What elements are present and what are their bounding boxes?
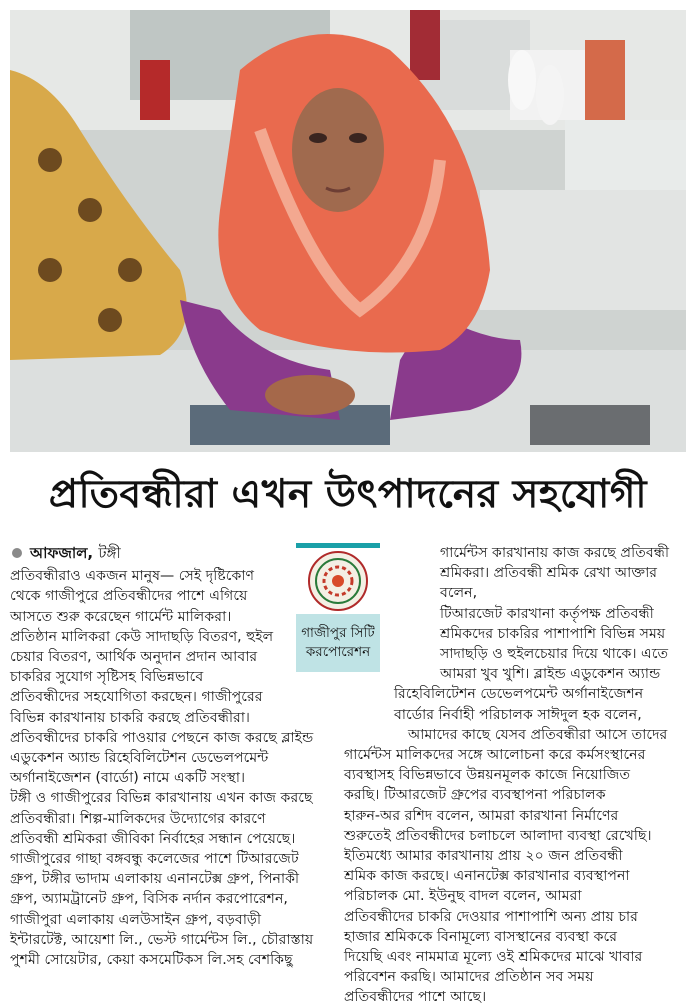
left-line: ইন্টারটেক্ট, আয়েশা লি., ভেস্ট গার্মেন্টস লি., চৌরাস্তায় xyxy=(10,931,314,948)
left-line: টঙ্গী ও গাজীপুরের বিভিন্ন কারখানায় এখন কাজ করছে xyxy=(10,790,313,807)
byline xyxy=(10,543,340,563)
left-line: চেয়ার বিতরণ, আর্থিক অনুদান প্রদান আবার xyxy=(10,649,258,666)
right-line: টিআরজেট কারখানা কর্তৃপক্ষ প্রতিবন্ধী xyxy=(440,605,654,622)
article-left-column xyxy=(10,543,340,970)
news-photo xyxy=(10,10,686,452)
right-line: গার্মেন্টস কারখানায় কাজ করছে প্রতিবন্ধী xyxy=(440,545,670,561)
headline: প্রতিবন্ধীরা এখন উৎপাদনের সহযোগী xyxy=(48,472,648,517)
left-line: প্রতিবন্ধীদের চাকরি পাওয়ার পেছনে কাজ করছে ব্লাইন্ড xyxy=(10,729,314,746)
logo-caption-line2: করপোরেশন xyxy=(305,644,371,660)
right-line: আমরা খুব খুশি। ব্লাইন্ড এডুকেশন অ্যান্ড xyxy=(440,666,661,683)
right-line: পরিবেশন করছি। আমাদের প্রতিষ্ঠান সব সময় xyxy=(344,969,594,986)
right-line: হারুন-অর রশিদ বলেন, আমরা কারখানা নির্মাণের xyxy=(344,807,619,824)
right-line: করছি। টিআরজেট গ্রুপের ব্যবস্থাপনা পরিচালক xyxy=(344,787,606,804)
left-line: গাজীপুরের গাছা বঙ্গবন্ধু কলেজের পাশে টিআরজেট xyxy=(10,851,299,868)
logo-caption-line1: গাজীপুর সিটি xyxy=(301,625,375,641)
right-line: শ্রমিকদের চাকরির পাশাপাশি বিভিন্ন সময় xyxy=(440,625,666,642)
right-line: ইতিমধ্যে আমার কারখানায় প্রায় ২০ জন প্রতিবন্ধী xyxy=(344,848,623,865)
left-line: গ্রুপ, অ্যামট্রানেট গ্রুপ, বিসিক নর্দান করপোরেশন, xyxy=(10,891,288,908)
left-line: প্রতিষ্ঠান মালিকরা কেউ সাদাছড়ি বিতরণ, হুইল xyxy=(10,628,274,645)
left-line: প্রতিবন্ধী শ্রমিকরা জীবিকা নির্বাহের সন্ধান পেয়েছে। xyxy=(10,830,296,847)
right-line: বার্ডোর নির্বাহী পরিচালক সাঈদুল হক বলেন, xyxy=(394,706,642,723)
left-line: বিভিন্ন কারখানায় চাকরি করছে প্রতিবন্ধীরা। xyxy=(10,709,251,726)
right-line: শুরুতেই প্রতিবন্ধীদের চলাচলে আলাদা ব্যবস্থা রেখেছি। xyxy=(344,827,652,844)
right-line: সাদাছড়ি ও হুইলচেয়ার দিয়ে থাকে। এতে xyxy=(440,646,669,663)
left-line: আসতে শুরু করেছেন গার্মেন্ট মালিকরা। xyxy=(10,608,232,625)
left-line: থেকে গাজীপুরে প্রতিবন্ধীদের পাশে এগিয়ে xyxy=(10,588,248,605)
right-line: ব্যবস্থাসহ বিভিন্নভাবে উন্নয়নমূলক কাজে নিয়োজিত xyxy=(344,767,631,784)
right-line: পরিচালক মো. ইউনুছ বাদল বলেন, আমরা xyxy=(344,888,582,905)
right-line: রিহেবিলিটেশন ডেভেলপমেন্ট অর্গানাইজেশন xyxy=(394,686,644,703)
right-line: প্রতিবন্ধীদের চাকরি দেওয়ার পাশাপাশি অন্য প্রায় চার xyxy=(344,908,638,925)
right-line: গার্মেন্টস মালিকদের সঙ্গে আলোচনা করে কর্মসংস্থানের xyxy=(344,747,646,764)
left-line: অর্গানাইজেশন (বার্ডো) নামে একটি সংস্থা। xyxy=(10,770,246,787)
left-line: প্রতিবন্ধীদের সহযোগিতা করছেন। গাজীপুরের xyxy=(10,689,263,706)
article-right-column xyxy=(344,543,684,1008)
bullet-icon xyxy=(12,548,22,558)
left-line: প্রতিবন্ধীরা। শিল্প-মালিকদের উদ্যোগের কারণে xyxy=(10,810,266,827)
right-line: শ্রমিকরা। প্রতিবন্ধী শ্রমিক রেখা আক্তার বলেন, xyxy=(440,565,658,602)
garment-factory-photo xyxy=(10,10,686,452)
left-line: চাকরির সুযোগ সৃষ্টিসহ বিভিন্নভাবে xyxy=(10,669,204,686)
right-line: হাজার শ্রমিককে বিনামূল্যে বাসস্থানের ব্যবস্থা করে xyxy=(344,928,618,945)
left-line: পুশমী সোয়েটার, কেয়া কসমেটিকস লি.সহ বেশকিছু xyxy=(10,952,293,969)
byline-author: আফজাল, xyxy=(30,544,94,562)
right-line: দিয়েছি এবং নামমাত্র মূল্যে ওই শ্রমিকদের মাঝে খাবার xyxy=(344,949,643,966)
byline-place: টঙ্গী xyxy=(98,544,121,562)
left-line: এডুকেশন অ্যান্ড রিহেবিলিটেশন ডেভেলপমেন্ট xyxy=(10,750,269,767)
left-line: গাজীপুরা এলাকায় এলউসাইন গ্রুপ, বড়বাড়ী xyxy=(10,911,262,928)
right-line: আমাদের কাছে যেসব প্রতিবন্ধীরা আসে তাদের xyxy=(408,726,668,743)
right-line: শ্রমিক কাজ করছে। এনানটেক্স কারখানার ব্যবস্থাপনা xyxy=(344,868,630,885)
right-line: প্রতিবন্ধীদের পাশে আছে। xyxy=(344,989,487,1006)
left-line: প্রতিবন্ধীরাও একজন মানুষ— সেই দৃষ্টিকোণ xyxy=(10,568,255,585)
left-line: গ্রুপ, টঙ্গীর ভাদাম এলাকায় এনানটেক্স গ্রুপ, পিনাকী xyxy=(10,871,300,888)
